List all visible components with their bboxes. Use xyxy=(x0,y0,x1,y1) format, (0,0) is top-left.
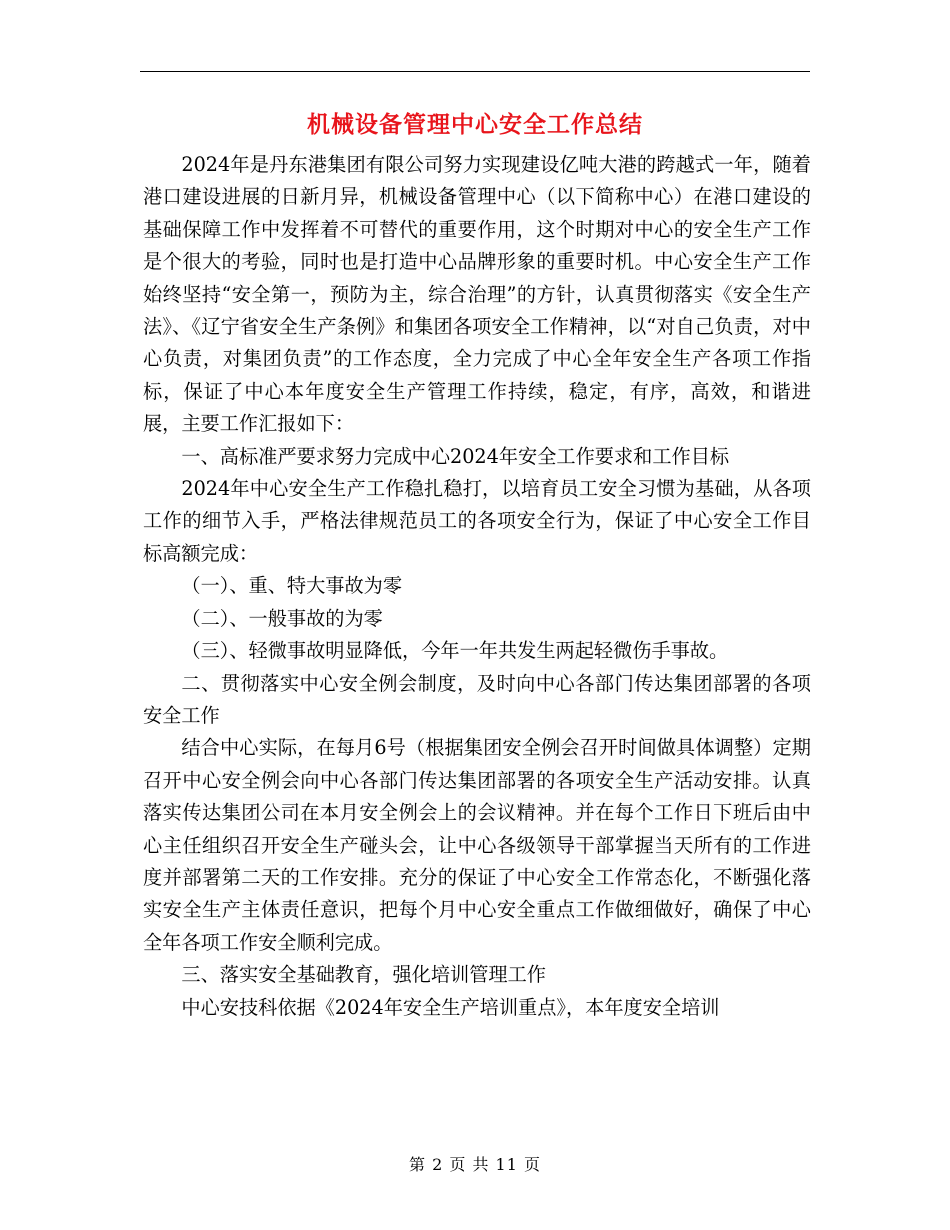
paragraph-section-2: 结合中心实际，在每月6号（根据集团安全例会召开时间做具体调整）定期召开中心安全例会向中心各部门传达集团部署的各项安全生产活动安排。认真落实传达集团公司在本月安全例会上的会议精神。并在每个工作日下班后由中心主任组织召开安全生产碰头会，让中心各级领导干部掌握当天所有的工作进度并部署第二天的工作安排。充分的保证了中心安全工作常态化，不断强化落实安全生产主体责任意识，把每个月中心安全重点工作做细做好，确保了中心全年各项工作安全顺利完成。 xyxy=(143,736,811,954)
section-heading-1: 一、高标准严要求努力完成中心2024年安全工作要求和工作目标 xyxy=(181,444,730,468)
section-heading-3: 三、落实安全基础教育，强化培训管理工作 xyxy=(181,963,546,987)
paragraph-intro: 2024年是丹东港集团有限公司努力实现建设亿吨大港的跨越式一年，随着港口建设进展的日新月异，机械设备管理中心（以下简称中心）在港口建设的基础保障工作中发挥着不可替代的重要作用，这个时期对中心的安全生产工作是个很大的考验，同时也是打造中心品牌形象的重要时机。中心安全生产工作始终坚持“安全第一，预防为主，综合治理”的方针，认真贯彻落实《安全生产法》、《辽宁省安全生产条例》和集团各项安全工作精神，以“对自己负责，对中心负责，对集团负责”的工作态度，全力完成了中心全年安全生产各项工作指标，保证了中心本年度安全生产管理工作持续，稳定，有序，高效，和谐进展，主要工作汇报如下： xyxy=(143,153,811,436)
document-body xyxy=(143,149,811,1024)
header-rule xyxy=(140,71,810,72)
list-item-1: （一）、重、特大事故为零 xyxy=(181,574,403,598)
page-number: 第 2 页 共 11 页 xyxy=(409,1155,541,1174)
list-item-3: （三）、轻微事故明显降低，今年一年共发生两起轻微伤手事故。 xyxy=(181,639,729,663)
document-title: 机械设备管理中心安全工作总结 xyxy=(307,111,643,138)
paragraph-section-1: 2024年中心安全生产工作稳扎稳打，以培育员工安全习惯为基础，从各项工作的细节入手，严格法律规范员工的各项安全行为，保证了中心安全工作目标高额完成： xyxy=(143,477,811,565)
section-heading-2: 二、贯彻落实中心安全例会制度，及时向中心各部门传达集团部署的各项安全工作 xyxy=(143,671,811,727)
list-item-2: （二）、一般事故的为零 xyxy=(181,606,383,630)
paragraph-section-3: 中心安技科依据《2024年安全生产培训重点》，本年度安全培训 xyxy=(181,995,720,1019)
